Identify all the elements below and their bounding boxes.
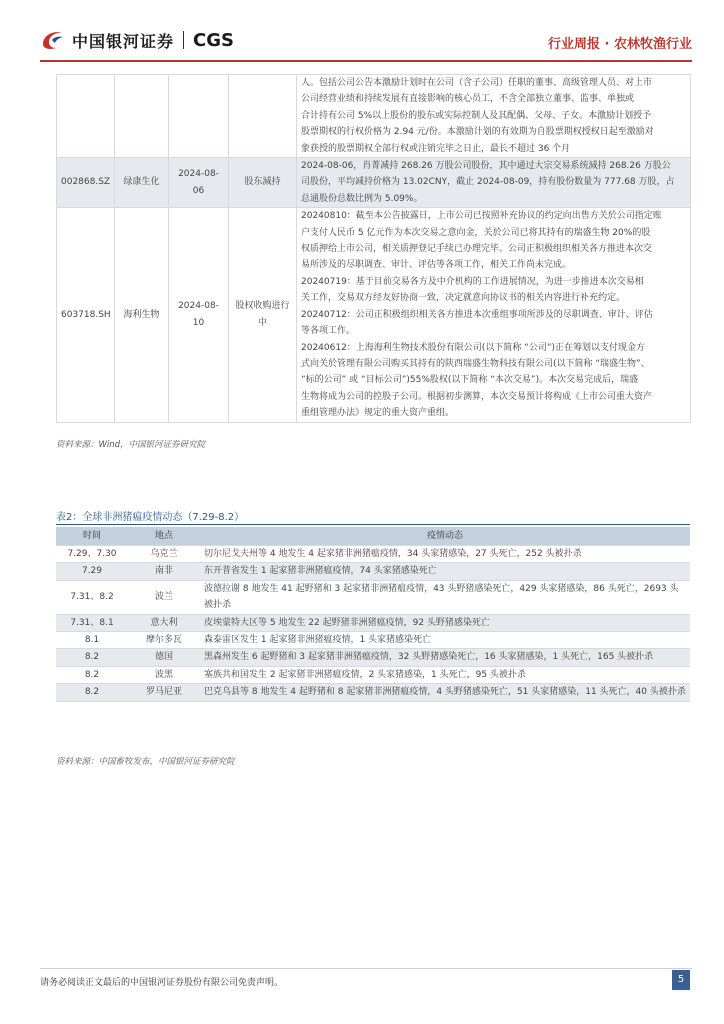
logo-divider [183,31,184,49]
description-line: 公司经营业绩和持续发展有直接影响的核心员工，不含全部独立董事、监事、单独或 [301,94,635,105]
table-row [56,614,690,631]
description-line: 象获授的股票期权全部行权或注销完毕之日止，最长不超过 36 个月 [301,143,571,154]
date-cell: 2024-08-10 [169,208,229,422]
table-row [56,666,690,683]
page-header [0,0,724,72]
stock-code-cell: 002868.SZ [57,158,115,208]
description-line: 司股份，平均减持价格为 13.02CNY，截止 2024-08-09，持有股份数量为 777.68 万股，占 [301,177,675,188]
place-cell: 波兰 [128,580,200,614]
description-line: 权质押给上市公司，相关质押登记手续已办理完毕。公司正积极组织相关各方推进本次交 [301,244,653,255]
table-row [57,75,691,158]
footer-divider [40,968,692,969]
stock-code-cell: 603718.SH [57,208,115,422]
footer-disclaimer: 请务必阅读正文最后的中国银河证券股份有限公司免责声明。 [40,978,284,988]
event-cell: 黑森州发生 6 起野猪和 3 起家猪非洲猪瘟疫情，32 头野猪感染死亡，16 头家猪感染，1 头死亡，165 头被扑杀 [200,649,690,666]
time-cell: 8.2 [56,649,128,666]
description-line: 股票期权的行权价格为 2.94 元/份。本激励计划的有效期为自股票期权授权日起至激励对 [301,127,654,138]
description-line: 2024-08-06，肖菁减持 268.26 万股公司股份，其中通过大宗交易系统減持 268.26 万股公 [301,161,671,172]
table-row [57,158,691,208]
company-name-cell: 绿康生化 [115,158,169,208]
description-cell [297,75,691,158]
description-line: 重组管理办法》规定的重大资产重组。 [301,408,455,419]
col-header-place: 地点 [128,527,200,546]
description-line: 20240810：截至本公告披露日，上市公司已按照补充协议的约定向出售方关於公司指定账 [301,211,662,222]
place-cell: 乌克兰 [128,546,200,563]
logo-text-en: CGS [193,29,234,51]
time-cell: 8.1 [56,632,128,649]
event-type-cell: 股权收购进行中 [229,208,297,422]
col-header-event: 疫情动态 [200,527,690,546]
event-type-cell: 股东減持 [229,158,297,208]
place-cell: 南非 [128,563,200,580]
description-cell [297,208,691,422]
description-line: 关工作，交易双方经友好协商一致，决定就意向协议书的相关内容进行补充约定。 [301,293,626,304]
logo-text-cn: 中国银河证券 [72,31,175,51]
place-cell: 意大利 [128,614,200,631]
time-cell: 8.2 [56,684,128,701]
table2-title: 表2：全球非洲猪瘟疫情动态（7.29-8.2） [56,512,245,523]
table-row [57,208,691,422]
time-cell: 8.2 [56,666,128,683]
table2-title-rule [56,524,690,525]
table1-source: 资料来源：Wind，中国银河证券研究院 [56,440,206,450]
time-cell: 7.29 [56,563,128,580]
place-cell: 波黑 [128,666,200,683]
description-line: 生物将成为公司的控股子公司。根据初步测算，本次交易预计将构成《上市公司重大资产 [301,391,653,402]
event-cell: 皮埃蒙特大区等 5 地发生 22 起野猪非洲猪瘟疫情，92 头野猪感染死亡 [200,614,690,631]
description-line: 户支付人民币 5 亿元作为本次交易之意向金，关於公司已将其持有的瑞盛生物 20%的股 [301,227,651,238]
date-cell: 2024-08-06 [169,158,229,208]
col-header-time: 时间 [56,527,128,546]
event-cell: 东开普省发生 1 起家猪非洲猪瘟疫情，74 头家猪感染死亡 [200,563,690,580]
description-line: “标的公司” 或 “目标公司”)55%股权(以下简称 “本次交易”)。本次交易完成后，瑞盛 [301,375,639,386]
description-line: 易所涉及的尽职调查、审计、评估等各项工作，相关工作尚未完成。 [301,260,572,271]
company-name-cell: 海利生物 [115,208,169,422]
table-row [56,632,690,649]
header-divider [40,60,692,62]
company-logo [40,28,234,52]
description-line: 20240712：公司正积极组织相关各方推进本次重组事项所涉及的尽职调查、审计、评估 [301,309,653,320]
event-cell: 森泰雷区发生 1 起家猪非洲猪瘟疫情，1 头家猪感染死亡 [200,632,690,649]
table2-source: 资料来源：中国畜牧发布，中国银河证券研究院 [56,757,235,767]
announcements-table [56,74,691,423]
time-cell: 7.29、7.30 [56,546,128,563]
description-line: 20240719：基于目前交易各方及中介机构的工作进展情况，为进一步推进本次交易相 [301,276,644,287]
description-line: 总通股份总数比例为 5.09%。 [301,193,423,204]
page-number: 5 [672,970,690,990]
description-line: 式向关於管理有限公司购买其持有的陕西瑞盛生物科技有限公司(以下简称 “瑞盛生物”、 [301,358,650,369]
table-row [56,580,690,614]
time-cell: 7.31、8.2 [56,580,128,614]
event-type-cell [229,75,297,158]
table-row [56,563,690,580]
company-name-cell [115,75,169,158]
description-line: 等各项工作。 [301,326,356,337]
description-line: 合计持有公司 5%以上股份的股东或实际控制人及其配偶、父母、子女。本激励计划授予 [301,110,652,121]
event-cell: 切尔尼戈夫州等 4 地发生 4 起家猪非洲猪瘟疫情，34 头家猪感染，27 头死亡，252 头被扑杀 [200,546,690,563]
galaxy-logo-icon [40,28,66,52]
time-cell: 7.31、8.1 [56,614,128,631]
description-line: 人。包括公司公告本激励计划时在公司（含子公司）任职的董事、高级管理人员、对上市 [301,78,653,88]
description-line: 20240612：上海海利生物技术股份有限公司(以下简称 “公司”)正在筹划以支付现金方 [301,342,646,353]
event-cell: 塞族共和国发生 2 起家猪非洲猪瘟疫情，2 头家猪感染，1 头死亡，95 头被扑杀 [200,666,690,683]
description-cell [297,158,691,208]
asf-outbreak-table [56,527,690,702]
place-cell: 罗马尼亚 [128,684,200,701]
table-row [56,649,690,666]
table-row [56,546,690,563]
table-header-row [56,527,690,546]
stock-code-cell [57,75,115,158]
event-cell: 波德拉谢 8 地发生 41 起野猪和 3 起家猪非洲猪瘟疫情，43 头野猪感染死亡，429 头家猪感染，86 头死亡，2693 头被扑杀 [200,580,690,614]
place-cell: 摩尔多瓦 [128,632,200,649]
date-cell [169,75,229,158]
table-row [56,684,690,701]
place-cell: 德国 [128,649,200,666]
report-category: 行业周报 · 农林牧渔行业 [548,37,692,52]
event-cell: 巴克乌县等 8 地发生 4 起野猪和 8 起家猪非洲猪瘟疫情，4 头野猪感染死亡，51 头家猪感染，11 头死亡，40 头被扑杀 [200,684,690,701]
